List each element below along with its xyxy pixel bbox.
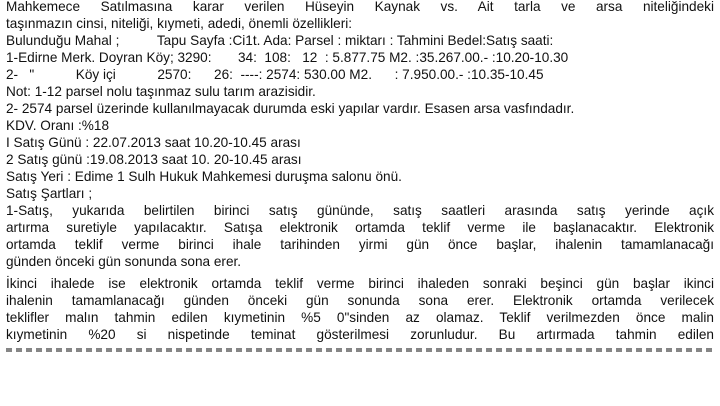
conditions-paragraph-1-line-3: ortamda teklif verme birinci ihale tarihinden yirmi gün önce başlar, ihalenin tamamlanacağı — [6, 237, 714, 252]
conditions-paragraph-2-line-3: teklifler malın tahmin edilen kıymetinin %5 0"sinden az olamaz. Teklif verilmezden önce malin — [6, 310, 714, 325]
conditions-paragraph-2-line-2: ihalenin tamamlanacağı günden önceki gün sonunda sona erer. Elektronik ortamda verilecek — [6, 293, 714, 308]
conditions-paragraph-1-line-2: artırma suretiyle yapılacaktır. Satışa elektronik ortamda teklif verme ile başlanacaktır. Elektronik — [6, 220, 714, 235]
conditions-paragraph-2-line-4: kıymetinin %20 si nispetinde teminat gösterilmesi zorunludur. Bu artırmada tahmin edilen — [6, 327, 714, 342]
property-row-1: 1-Edirne Merk. Doyran Köy; 3290: 34: 108: 12 : 5.877.75 M2. :35.267.00.- :10.20-10.30 — [6, 50, 569, 65]
conditions-paragraph-1-line-1: 1-Satış, yukarıda belirtilen birinci satış gününde, satış saatleri arasında satış yerinde açık — [6, 203, 714, 218]
cut-off-bottom-line — [6, 344, 714, 354]
court-sale-notice — [6, 0, 714, 406]
second-sale-date-line: 2 Satış günü :19.08.2013 saat 10. 20-10.45 arası — [6, 152, 302, 167]
property-row-2: 2- " Köy içi 2570: 26: ----: 2574: 530.00 M2. : 7.950.00.- :10.35-10.45 — [6, 67, 544, 82]
note-line-2: 2- 2574 parsel üzerinde kullanılmayacak durumda eski yapılar vardır. Esasen arsa vasfındadır. — [6, 101, 575, 116]
sale-location-line: Satış Yeri : Edime 1 Sulh Hukuk Mahkemesi duruşma salonu önü. — [6, 169, 402, 184]
notice-intro-line-2: taşınmazın cinsi, niteliği, kıymeti, adedi, önemli özellikleri: — [6, 16, 353, 31]
conditions-paragraph-1-line-4: günden önceki gün sonunda sona erer. — [6, 254, 242, 269]
notice-intro-line-1: Mahkemece Satılmasına karar verilen Hüseyin Kaynak vs. Ait tarla ve arsa niteliğindeki — [6, 0, 714, 14]
cut-off-text-fragment — [6, 348, 714, 352]
first-sale-date-line: I Satış Günü : 22.07.2013 saat 10.20-10.45 arası — [6, 135, 301, 150]
sale-conditions-heading: Satış Şartları ; — [6, 186, 93, 201]
property-table-header: Bulunduğu Mahal ; Tapu Sayfa :Ci1t. Ada: Parsel : miktarı : Tahmini Bedel:Satış saati: — [6, 33, 554, 48]
conditions-paragraph-2-line-1: İkinci ihalede ise elektronik ortamda teklif verme birinci ihaleden sonraki beşinci gün başlar ikinci — [6, 276, 714, 291]
vat-rate-line: KDV. Oranı :%18 — [6, 118, 110, 133]
note-line-1: Not: 1-12 parsel nolu taşınmaz sulu tarım arazisidir. — [6, 84, 316, 99]
